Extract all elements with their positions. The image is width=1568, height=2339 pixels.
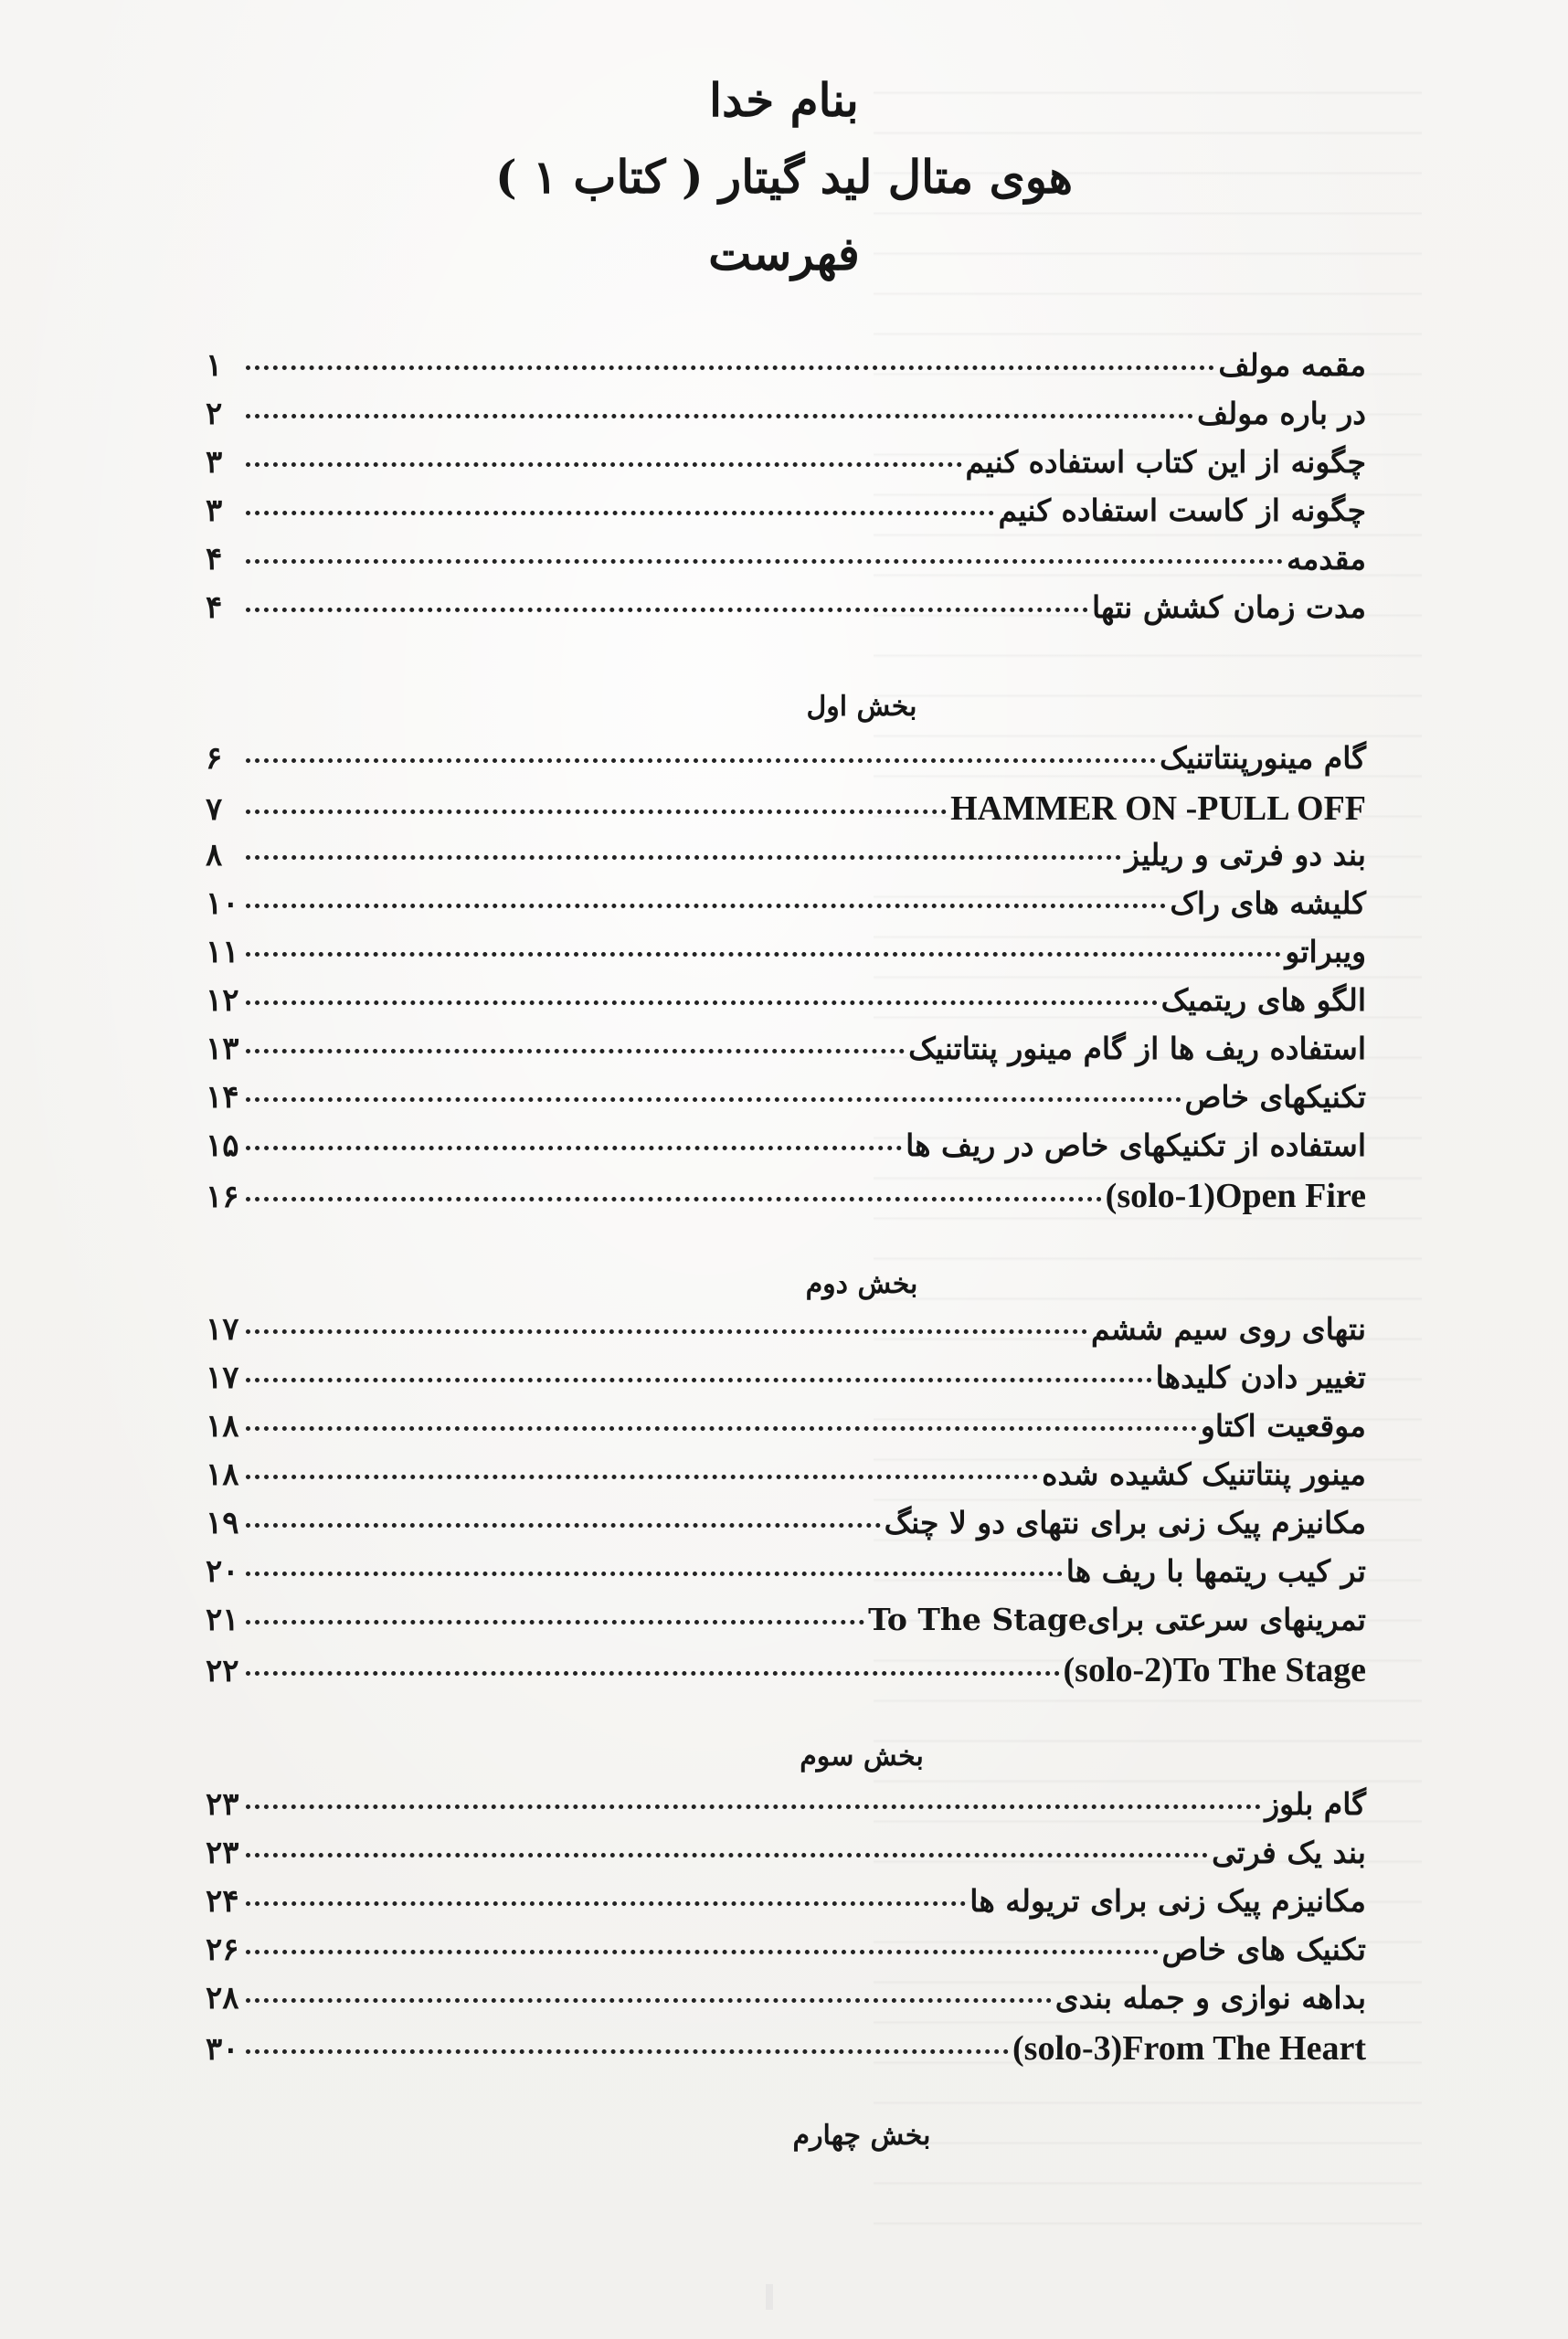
toc-entry-page: ۱ <box>206 347 223 384</box>
toc-entry-title: الگو های ریتمیک <box>1160 982 1366 1018</box>
toc-entry-page: ۱۴ <box>206 1079 239 1116</box>
toc-entry <box>206 788 1366 837</box>
toc-title: فهرست <box>708 227 860 280</box>
toc-entry-title: مینور پنتاتنیک کشیده شده <box>1042 1456 1366 1492</box>
toc-entry-page: ۱۶ <box>206 1179 239 1215</box>
toc-entry-page: ۱۰ <box>206 885 239 922</box>
leader-dots <box>246 1197 1102 1201</box>
leader-dots <box>246 1950 1159 1954</box>
toc-entry-title: مکانیزم پیک زنی برای نتهای دو لا چنگ <box>884 1505 1366 1540</box>
toc-entry-page: ۱۷ <box>206 1311 239 1348</box>
toc-entry-page: ۲۳ <box>206 1835 239 1871</box>
toc-entry-page: ۲۱ <box>206 1602 239 1638</box>
leader-dots <box>246 952 1281 957</box>
toc-entry-page: ۶ <box>206 740 223 777</box>
toc-entry-page: ۱۸ <box>206 1408 239 1445</box>
toc-entry-page: ۱۸ <box>206 1456 239 1493</box>
leader-dots <box>246 1620 864 1625</box>
toc-entry-title: مکانیزم پیک زنی برای تریوله ها <box>969 1883 1366 1919</box>
toc-entry <box>206 1602 1366 1650</box>
leader-dots <box>246 1378 1152 1382</box>
leader-dots <box>246 462 962 467</box>
toc-entry <box>206 1650 1366 1699</box>
toc-entry-title: (solo-3)From The Heart <box>1012 2029 1366 2068</box>
toc-entry-title: کلیشه های راک <box>1170 885 1366 921</box>
section-heading-part3 <box>0 1741 1568 1773</box>
toc-entry <box>206 396 1366 444</box>
document-header <box>0 64 1568 291</box>
leader-dots <box>246 855 1121 860</box>
toc-entry-page: ۲۶ <box>206 1932 239 1968</box>
toc-entry-page: ۲۲ <box>206 1653 239 1689</box>
toc-entry-page: ۸ <box>206 837 223 873</box>
toc-entry-title: تر کیب ریتمها با ریف ها <box>1065 1553 1366 1589</box>
leader-dots <box>246 608 1088 612</box>
book-title: هوی متال لید گیتار ( کتاب ۱ ) <box>495 150 1073 204</box>
toc-entry <box>206 1835 1366 1883</box>
leader-dots <box>246 1805 1261 1809</box>
leader-dots <box>246 559 1283 564</box>
toc-entry-title: تمرینهای سرعتی برایTo The Stage <box>868 1602 1366 1637</box>
toc-entry-page: ۳۰ <box>206 2031 239 2068</box>
toc-entry-page: ۲۰ <box>206 1553 239 1590</box>
header-basmala: بنام خدا <box>709 73 859 127</box>
toc-entry-page: ۱۷ <box>206 1360 239 1396</box>
toc-entry-page: ۲۴ <box>206 1883 239 1920</box>
leader-dots <box>246 810 947 814</box>
toc-entry <box>206 885 1366 934</box>
leader-dots <box>246 1426 1197 1431</box>
section-heading-text: بخش اول <box>806 691 917 723</box>
toc-entry <box>206 837 1366 885</box>
toc-entry-title: گام مینورپنتاتنیک <box>1159 740 1366 776</box>
toc-entry <box>206 2028 1366 2077</box>
leader-dots <box>246 1049 905 1053</box>
toc-entry-page: ۲۳ <box>206 1786 239 1823</box>
toc-entry-title: بند دو فرتی و ریلیز <box>1125 837 1366 873</box>
toc-entry <box>206 347 1366 396</box>
toc-entry <box>206 982 1366 1031</box>
toc-entry-page: ۱۱ <box>206 934 239 970</box>
toc-entry-title: گام بلوز <box>1265 1786 1366 1822</box>
toc-entry-page: ۷ <box>206 791 223 828</box>
toc-entry-page: ۴ <box>206 541 223 577</box>
toc-entry-title: بداهه نوازی و جمله بندی <box>1054 1980 1366 2016</box>
toc-entry <box>206 1505 1366 1553</box>
toc-entry-page: ۲۸ <box>206 1980 239 2016</box>
section-heading-text: بخش چهارم <box>792 2120 931 2152</box>
toc-entry-page: ۱۳ <box>206 1031 239 1067</box>
toc-entry <box>206 444 1366 492</box>
leader-dots <box>246 904 1166 908</box>
leader-dots <box>246 758 1156 763</box>
leader-dots <box>246 2049 1009 2054</box>
toc-entry-page: ۴ <box>206 589 223 626</box>
toc-entry <box>206 1408 1366 1456</box>
toc-entry-title: مقمه مولف <box>1218 347 1366 383</box>
toc-entry-title: (solo-2)To The Stage <box>1063 1651 1366 1689</box>
toc-entry-title: ویبراتو <box>1285 934 1366 969</box>
toc-entry-title: موقعیت اکتاو <box>1200 1408 1366 1444</box>
leader-dots <box>246 1146 902 1150</box>
toc-entry-page: ۲ <box>206 396 223 432</box>
toc-entry-page: ۱۹ <box>206 1505 239 1541</box>
toc-intro <box>206 347 1366 638</box>
toc-part1 <box>206 740 1366 1224</box>
toc-entry-title: بند یک فرتی <box>1212 1835 1366 1870</box>
toc-part2 <box>206 1311 1366 1699</box>
toc-entry-title: نتهای روی سیم ششم <box>1090 1311 1366 1347</box>
toc-entry <box>206 1786 1366 1835</box>
leader-dots <box>246 1523 881 1528</box>
toc-entry <box>206 1176 1366 1224</box>
toc-entry <box>206 1932 1366 1980</box>
toc-entry-title: تغییر دادن کلیدها <box>1155 1360 1366 1395</box>
toc-entry-title: تکنیک های خاص <box>1161 1932 1366 1967</box>
leader-dots <box>246 1901 966 1906</box>
toc-entry <box>206 1456 1366 1505</box>
leader-dots <box>246 1853 1208 1857</box>
section-heading-part1 <box>0 691 1568 723</box>
toc-entry <box>206 740 1366 788</box>
toc-entry-title: تکنیکهای خاص <box>1184 1079 1366 1115</box>
toc-part3 <box>206 1786 1366 2077</box>
toc-entry-page: ۱۵ <box>206 1127 239 1164</box>
leader-dots <box>246 1572 1063 1576</box>
toc-entry-title: مقدمه <box>1286 541 1366 577</box>
toc-entry-page: ۳ <box>206 492 223 529</box>
leader-dots <box>246 1000 1158 1005</box>
toc-entry <box>206 1360 1366 1408</box>
toc-entry-title: استفاده از تکنیکهای خاص در ریف ها <box>906 1127 1366 1163</box>
page-mark <box>766 2284 773 2310</box>
leader-dots <box>246 365 1214 370</box>
toc-entry <box>206 492 1366 541</box>
leader-dots <box>246 1998 1052 2003</box>
toc-entry-title: چگونه از این کتاب استفاده کنیم <box>965 444 1366 480</box>
toc-entry <box>206 1980 1366 2028</box>
toc-entry-title: استفاده ریف ها از گام مینور پنتاتنیک <box>908 1031 1366 1066</box>
leader-dots <box>246 511 994 515</box>
leader-dots <box>246 1671 1060 1676</box>
section-heading-text: بخش سوم <box>800 1741 924 1773</box>
leader-dots <box>246 1097 1181 1102</box>
toc-entry-page: ۳ <box>206 444 223 481</box>
toc-entry <box>206 1553 1366 1602</box>
section-heading-text: بخش دوم <box>805 1268 918 1300</box>
section-heading-part2 <box>0 1268 1568 1300</box>
toc-entry <box>206 1031 1366 1079</box>
toc-entry-title: مدت زمان کشش نتها <box>1091 589 1366 625</box>
toc-entry-title: HAMMER ON -PULL OFF <box>950 789 1366 828</box>
toc-entry <box>206 541 1366 589</box>
toc-entry <box>206 1127 1366 1176</box>
leader-dots <box>246 1475 1038 1479</box>
toc-entry-page: ۱۲ <box>206 982 239 1019</box>
toc-entry <box>206 1883 1366 1932</box>
toc-entry <box>206 1311 1366 1360</box>
leader-dots <box>246 1329 1087 1334</box>
leader-dots <box>246 414 1193 418</box>
toc-entry <box>206 934 1366 982</box>
toc-entry-title: در باره مولف <box>1196 396 1366 431</box>
toc-entry-title: چگونه از کاست استفاده کنیم <box>998 492 1366 528</box>
section-heading-part4 <box>0 2120 1568 2152</box>
toc-entry-title: (solo-1)Open Fire <box>1105 1177 1366 1215</box>
toc-entry <box>206 589 1366 638</box>
toc-entry <box>206 1079 1366 1127</box>
